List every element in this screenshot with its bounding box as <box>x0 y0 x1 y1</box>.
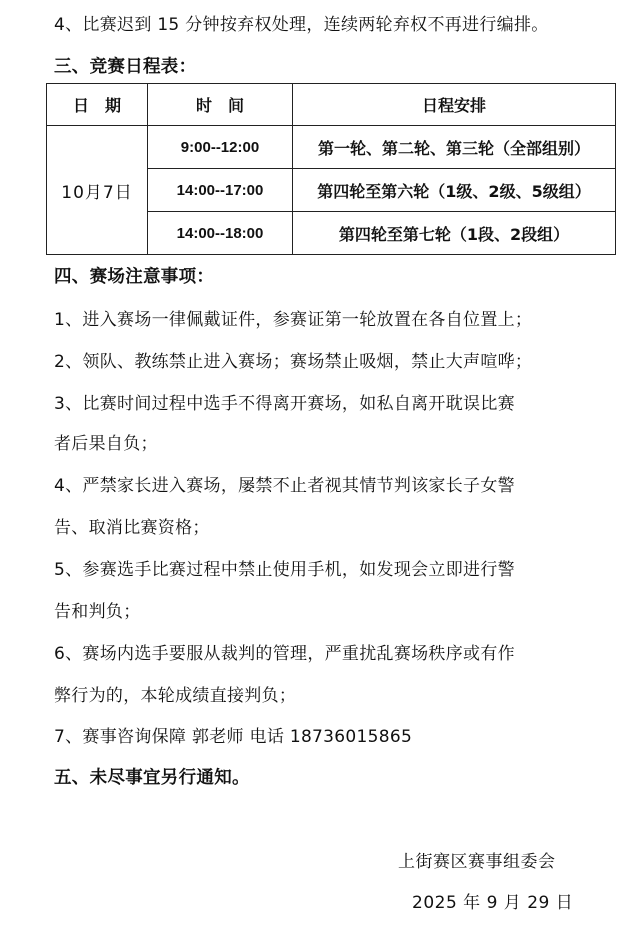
schedule-cell: 第四轮至第六轮（1级、2级、5级组） <box>293 169 616 212</box>
section-3-heading: 三、竞赛日程表： <box>54 57 197 77</box>
section-4-heading: 四、赛场注意事项： <box>54 267 215 287</box>
notice-line: 2、领队、教练禁止进入赛场；赛场禁止吸烟，禁止大声喧哗； <box>54 352 533 372</box>
date-cell: 10月7日 <box>47 126 148 255</box>
schedule-cell: 第四轮至第七轮（1段、2段组） <box>293 212 616 255</box>
notice-line: 6、赛场内选手要服从裁判的管理，严重扰乱赛场秩序或有作 <box>54 644 515 664</box>
notice-line: 告、取消比赛资格； <box>54 518 210 538</box>
header-time: 时 间 <box>148 84 293 126</box>
table-row <box>47 126 616 169</box>
section-5-heading: 五、未尽事宜另行通知。 <box>54 768 250 788</box>
notice-line: 1、进入赛场一律佩戴证件，参赛证第一轮放置在各自位置上； <box>54 310 533 330</box>
time-cell: 14:00--17:00 <box>148 169 293 212</box>
table-header-row <box>47 84 616 126</box>
signature-org: 上街赛区赛事组委会 <box>398 852 556 872</box>
schedule-table <box>46 83 616 255</box>
time-cell: 9:00--12:00 <box>148 126 293 169</box>
contact-line: 7、赛事咨询保障 郭老师 电话 18736015865 <box>54 727 413 747</box>
time-cell: 14:00--18:00 <box>148 212 293 255</box>
signature-date: 2025 年 9 月 29 日 <box>412 893 574 913</box>
notice-line: 弊行为的，本轮成绩直接判负； <box>54 686 297 706</box>
notice-line: 者后果自负； <box>54 434 158 454</box>
header-date: 日 期 <box>47 84 148 126</box>
notice-line: 告和判负； <box>54 602 141 622</box>
notice-line: 5、参赛选手比赛过程中禁止使用手机，如发现会立即进行警 <box>54 560 515 580</box>
schedule-cell: 第一轮、第二轮、第三轮（全部组别） <box>293 126 616 169</box>
rule-4-late: 4、比赛迟到 15 分钟按弃权处理，连续两轮弃权不再进行编排。 <box>54 15 549 35</box>
header-schedule: 日程安排 <box>293 84 616 126</box>
notice-line: 4、严禁家长进入赛场，屡禁不止者视其情节判该家长子女警 <box>54 476 515 496</box>
notice-line: 3、比赛时间过程中选手不得离开赛场，如私自离开耽误比赛 <box>54 394 515 414</box>
